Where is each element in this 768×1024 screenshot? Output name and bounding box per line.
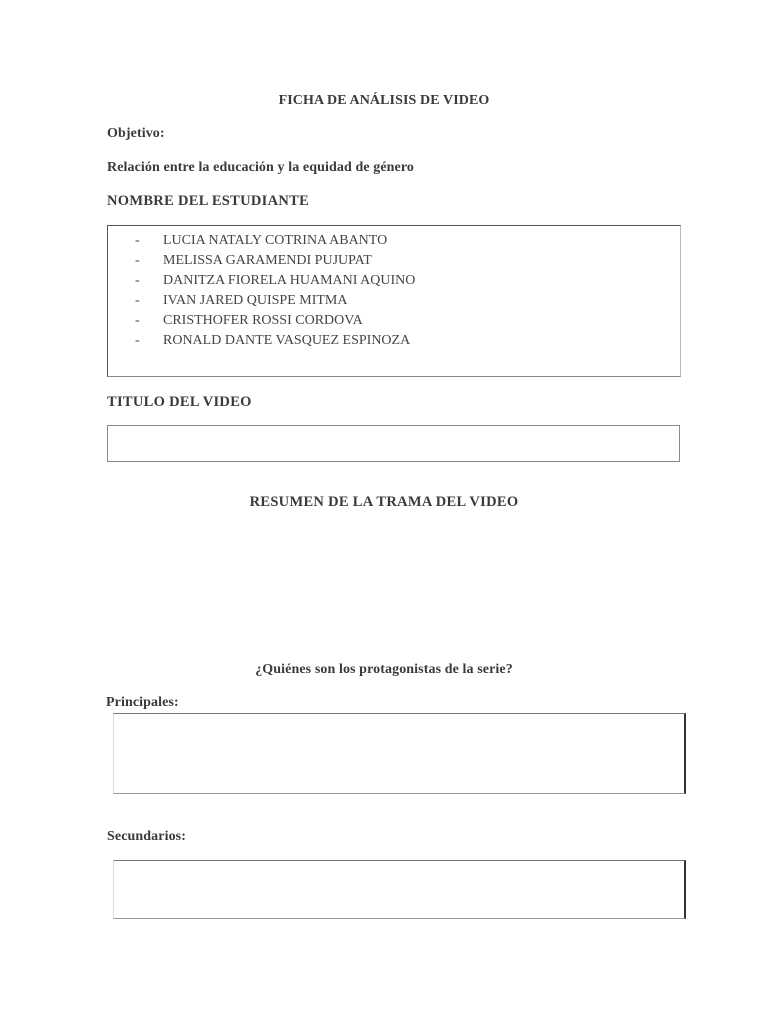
list-bullet: - <box>135 253 140 268</box>
summary-text <box>107 520 680 650</box>
protagonists-question: ¿Quiénes son los protagonistas de la serie? <box>255 662 513 677</box>
document-title: FICHA DE ANÁLISIS DE VIDEO <box>278 93 490 108</box>
principal-label: Principales: <box>106 695 179 710</box>
objective-text: Relación entre la educación y la equidad de género <box>107 160 415 175</box>
video-title-heading: TITULO DEL VIDEO <box>107 394 252 410</box>
list-bullet: - <box>135 313 140 328</box>
list-bullet: - <box>135 333 140 348</box>
video-title-field[interactable] <box>107 425 680 462</box>
student-name: LUCIA NATALY COTRINA ABANTO <box>163 233 388 248</box>
secondary-label: Secundarios: <box>107 829 186 844</box>
list-bullet: - <box>135 293 140 308</box>
student-name: DANITZA FIORELA HUAMANI AQUINO <box>163 273 416 288</box>
list-bullet: - <box>135 233 140 248</box>
principal-field[interactable] <box>113 713 686 794</box>
summary-heading: RESUMEN DE LA TRAMA DEL VIDEO <box>249 494 519 510</box>
student-name: CRISTHOFER ROSSI CORDOVA <box>163 313 363 328</box>
student-name: RONALD DANTE VASQUEZ ESPINOZA <box>163 333 411 348</box>
secondary-field[interactable] <box>113 860 686 919</box>
student-name: MELISSA GARAMENDI PUJUPAT <box>163 253 372 268</box>
students-heading: NOMBRE DEL ESTUDIANTE <box>107 193 310 209</box>
list-bullet: - <box>135 273 140 288</box>
student-name: IVAN JARED QUISPE MITMA <box>163 293 348 308</box>
objective-label: Objetivo: <box>107 126 165 141</box>
students-box <box>107 225 681 377</box>
